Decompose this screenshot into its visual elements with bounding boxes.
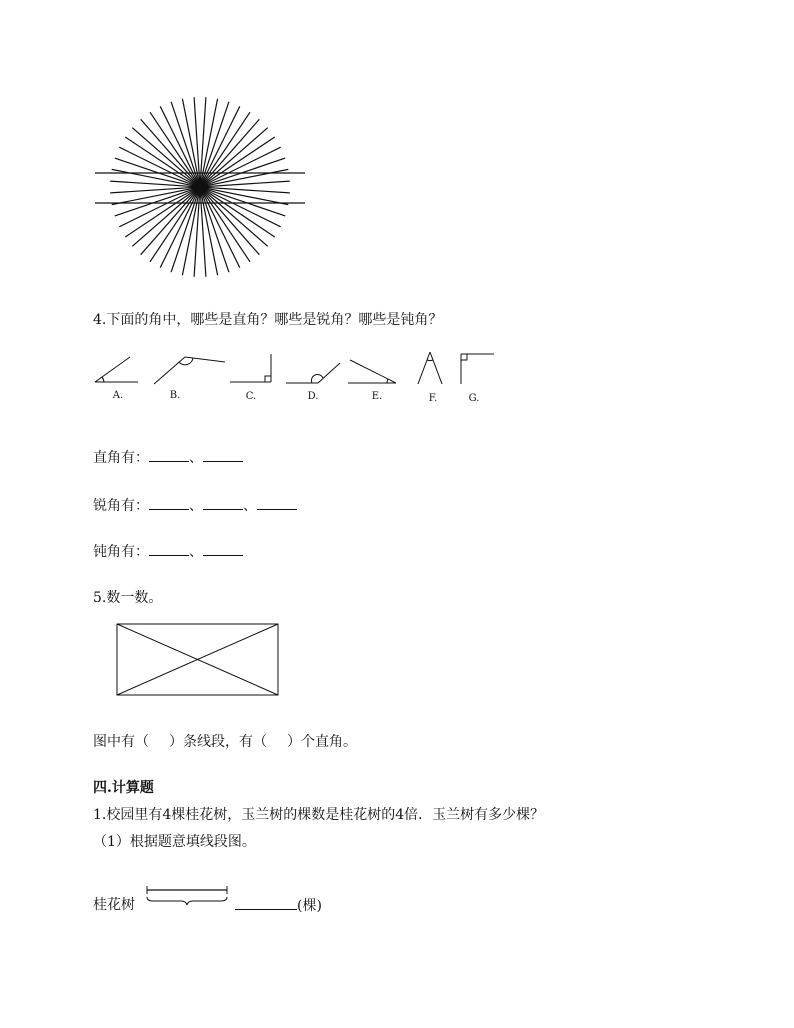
section4-question-1-sub: （1）根据题意填线段图。 <box>93 834 256 850</box>
angle-label-g: G. <box>468 393 480 404</box>
answer-blank[interactable] <box>149 448 189 462</box>
answer-blank[interactable] <box>203 542 243 556</box>
separator: 、 <box>243 498 257 514</box>
answer-text-2: ）条线段，有（ <box>169 734 267 750</box>
right-angle-answer-row <box>93 448 243 467</box>
answer-text-1: 图中有（ <box>93 734 149 750</box>
angle-a <box>95 357 138 382</box>
angle-label-d: D. <box>307 391 319 402</box>
answer-blank[interactable] <box>203 448 243 462</box>
obtuse-angle-label: 钝角有： <box>93 544 149 560</box>
angle-label-a: A. <box>112 390 124 401</box>
unit-label: (棵) <box>297 898 322 914</box>
rectangle-diagonals-figure <box>115 622 281 698</box>
separator: 、 <box>189 498 203 514</box>
answer-blank[interactable] <box>235 896 297 910</box>
sunburst-center <box>197 184 203 190</box>
acute-angle-label: 锐角有： <box>93 498 149 514</box>
angle-d <box>286 363 340 383</box>
section4-question-1: 1.校园里有4棵桂花树，玉兰树的棵数是桂花树的4倍．玉兰树有多少棵？ <box>93 807 545 823</box>
sunburst-illusion-figure <box>90 95 310 280</box>
angle-f <box>418 352 442 384</box>
answer-blank[interactable] <box>203 496 243 510</box>
row-label-osmanthus: 桂花树 <box>93 897 135 913</box>
angle-b <box>154 357 225 384</box>
question-5-prompt: 5.数一数。 <box>93 590 163 606</box>
answer-text-3: ）个直角。 <box>287 734 357 750</box>
angle-e <box>348 360 396 383</box>
answer-blank-trees <box>235 896 322 915</box>
line-segment-diagram <box>145 884 231 906</box>
angle-label-e: E. <box>371 391 383 402</box>
angle-label-b: B. <box>169 390 181 401</box>
angle-label-f: F. <box>428 393 438 404</box>
answer-blank[interactable] <box>257 496 297 510</box>
obtuse-angle-answer-row <box>93 542 243 561</box>
angles-figure <box>90 348 500 390</box>
angle-label-c: C. <box>245 391 257 402</box>
question-4-prompt: 4.下面的角中，哪些是直角？哪些是锐角？哪些是钝角？ <box>93 312 443 328</box>
answer-blank[interactable] <box>149 496 189 510</box>
brace-icon <box>147 897 227 905</box>
separator: 、 <box>189 544 203 560</box>
angle-c <box>230 354 271 382</box>
question-5-answer <box>93 733 357 751</box>
separator: 、 <box>189 450 203 466</box>
answer-blank[interactable] <box>149 542 189 556</box>
angle-g <box>461 354 494 384</box>
right-angle-label: 直角有： <box>93 450 149 466</box>
section-heading: 四.计算题 <box>93 780 154 796</box>
acute-angle-answer-row <box>93 496 297 515</box>
